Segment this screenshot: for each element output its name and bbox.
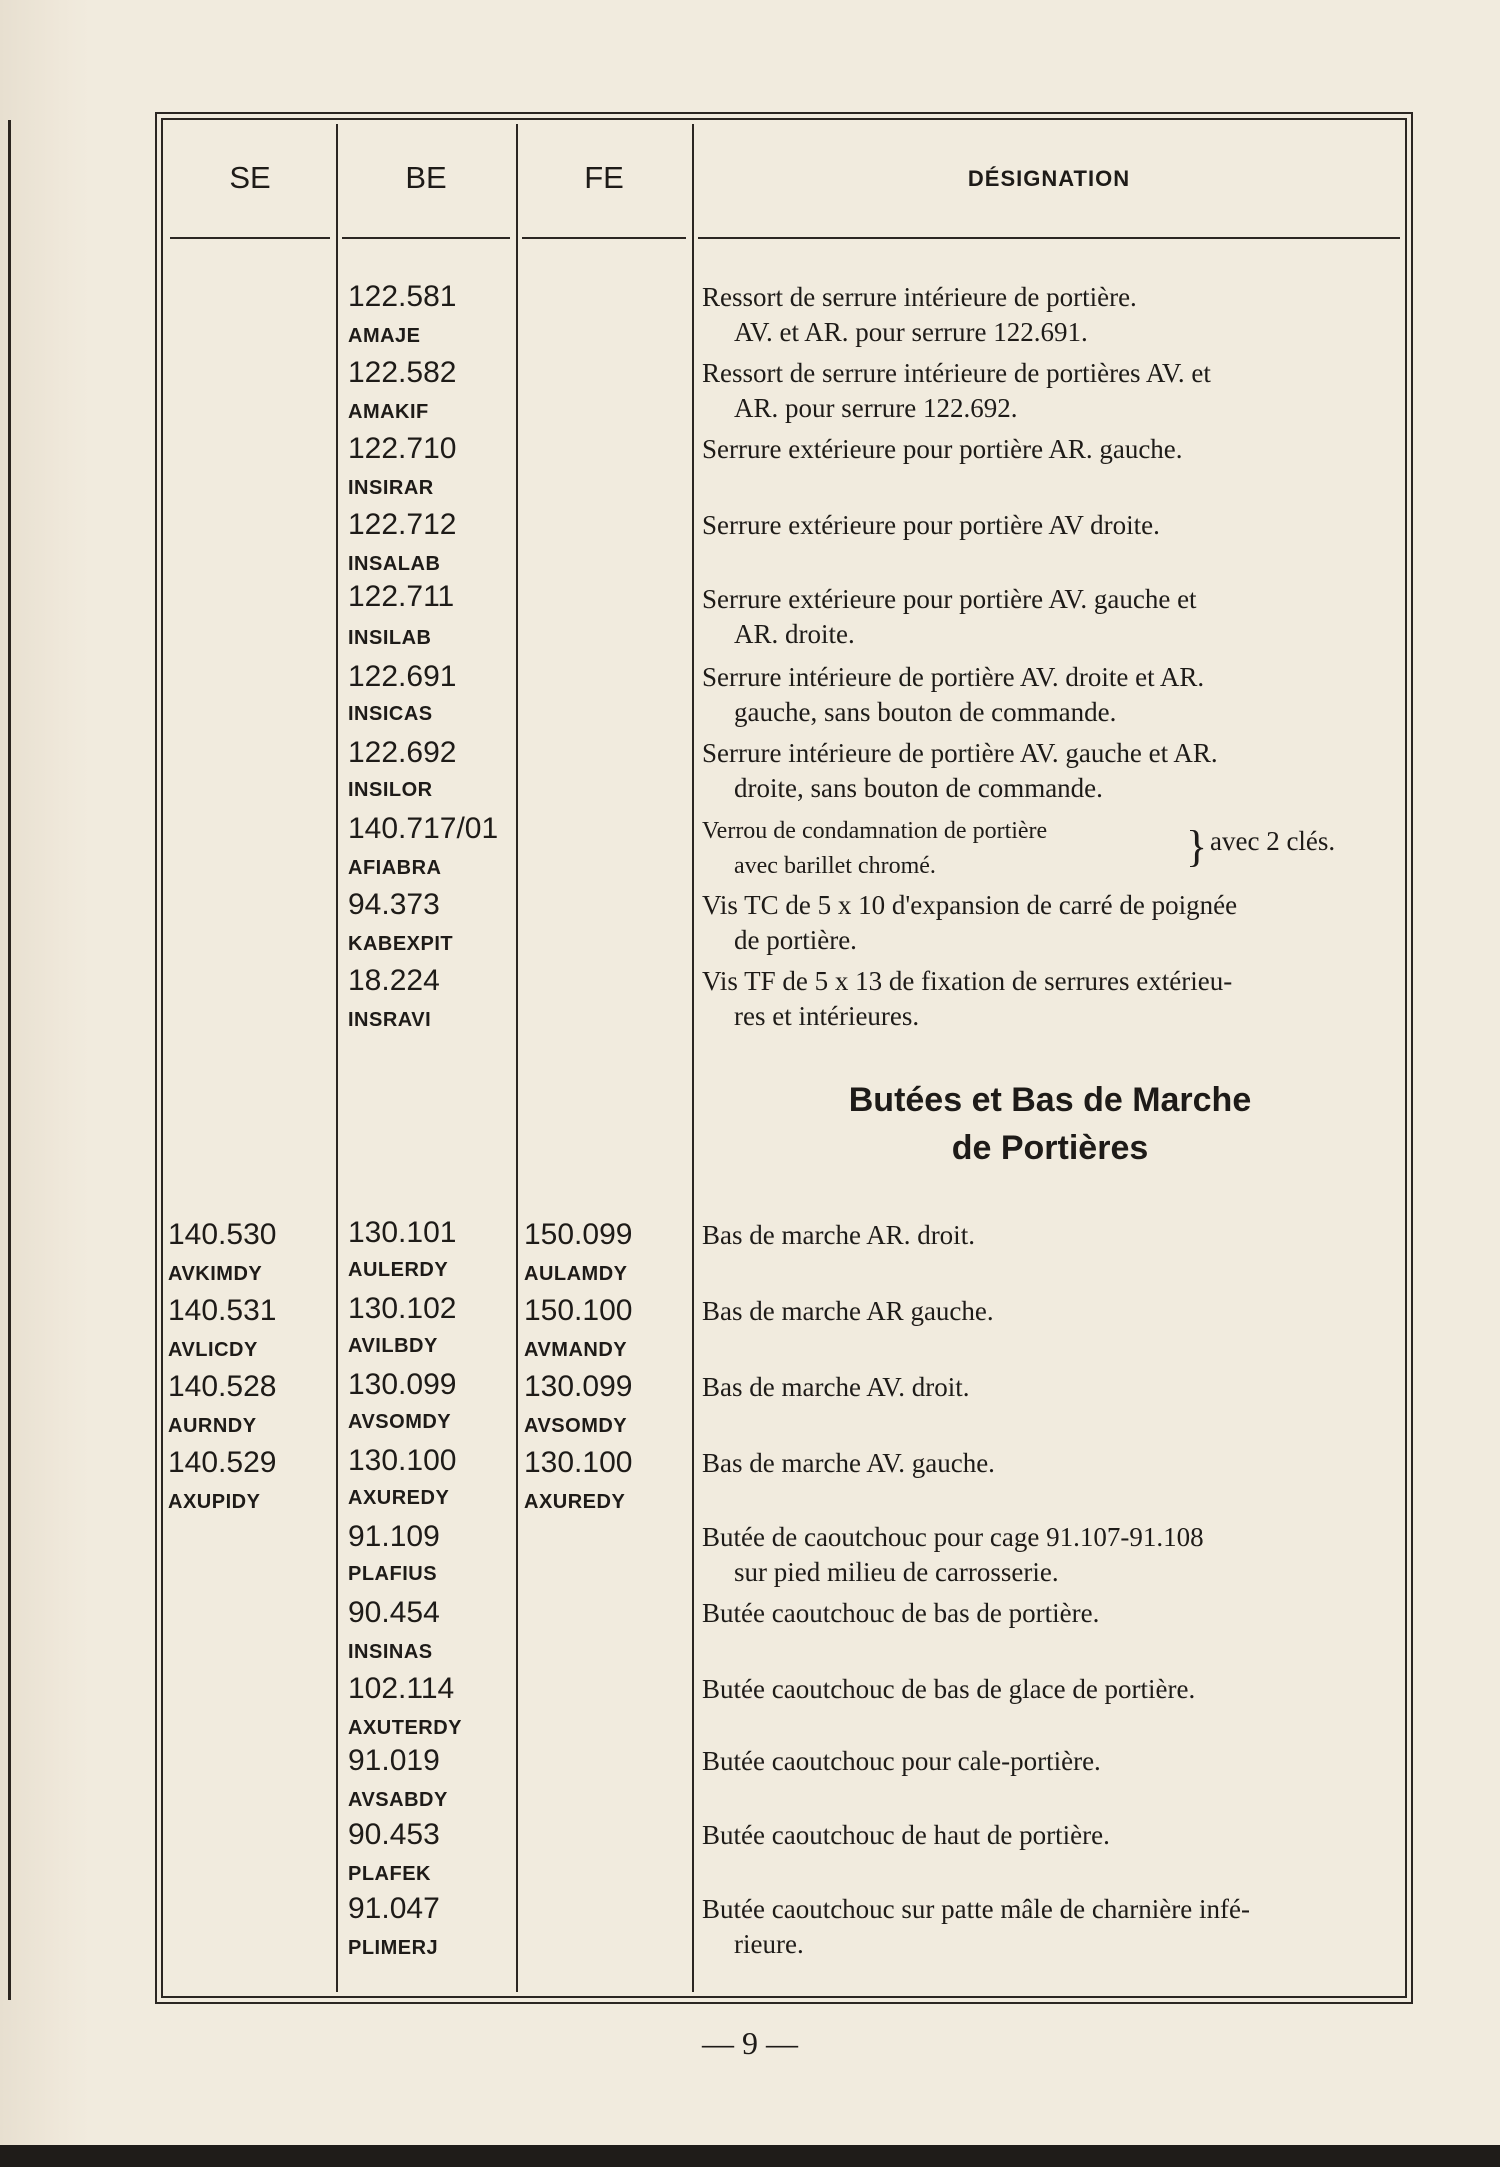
header-rule-se [170,237,330,239]
column-divider-se-be [336,124,338,1992]
se-code: AXUPIDY [168,1491,261,1513]
designation-text: Bas de marche AV. gauche. [702,1448,995,1478]
be-code: AVSABDY [348,1789,448,1811]
be-part-number: 122.581 [348,280,457,313]
designation-text: Butée caoutchouc sur patte mâle de charnière infé- rieure. [702,1894,1250,1959]
brace-glyph: } [1186,822,1208,871]
be-code: PLIMERJ [348,1937,439,1959]
be-part-number: 130.101 [348,1216,457,1249]
be-part-number: 130.102 [348,1292,457,1325]
be-code: INSILOR [348,779,433,801]
be-code: INSRAVI [348,1009,432,1031]
be-code: INSIRAR [348,477,434,499]
designation-text: Butée caoutchouc de bas de portière. [702,1598,1100,1628]
se-part-number: 140.528 [168,1370,277,1403]
scan-bottom-edge [0,2145,1500,2167]
header-rule-fe [522,237,686,239]
fe-part-number: 150.099 [524,1218,633,1251]
designation-text: Bas de marche AR. droit. [702,1220,975,1250]
be-part-number: 102.114 [348,1672,455,1705]
designation-text: Butée caoutchouc de haut de portière. [702,1820,1110,1850]
be-part-number: 91.047 [348,1892,440,1925]
section-title: Butées et Bas de Marche de Portières [848,1081,1252,1167]
designation-text: Ressort de serrure intérieure de portière. AV. et AR. pour serrure 122.691. [702,282,1137,347]
page-gutter [0,0,90,2167]
designation-text: Butée de caoutchouc pour cage 91.107-91.108 sur pied milieu de carrosserie. [702,1522,1204,1587]
be-part-number: 18.224 [348,964,440,997]
designation-text: Vis TF de 5 x 13 de fixation de serrures extérieu- res et intérieures. [702,966,1233,1031]
be-part-number: 122.711 [348,580,455,613]
designation-text: Serrure extérieure pour portière AV droite. [702,510,1160,540]
be-part-number: 130.100 [348,1444,457,1477]
be-part-number: 122.710 [348,432,457,465]
be-part-number: 90.454 [348,1596,440,1629]
designation-text: Butée caoutchouc de bas de glace de portière. [702,1674,1196,1704]
be-code: AFIABRA [348,857,442,879]
designation-text: Bas de marche AV. droit. [702,1372,970,1402]
se-part-number: 140.531 [168,1294,277,1327]
be-code: PLAFIUS [348,1563,438,1585]
fe-part-number: 130.099 [524,1370,633,1403]
be-code: INSINAS [348,1641,433,1663]
be-code: AVILBDY [348,1335,438,1357]
be-code: INSILAB [348,627,432,649]
be-part-number: 122.712 [348,508,457,541]
be-code: INSICAS [348,703,433,725]
se-code: AVLICDY [168,1339,258,1361]
gutter-edge [8,120,11,2000]
be-code: AXUREDY [348,1487,450,1509]
designation-side-text: avec 2 clés. [1210,826,1336,856]
be-part-number: 122.692 [348,736,457,769]
designation-text: Bas de marche AR gauche. [702,1296,994,1326]
designation-text: Vis TC de 5 x 10 d'expansion de carré de poignée de portière. [702,890,1238,955]
fe-code: AVMANDY [524,1339,628,1361]
fe-code: AULAMDY [524,1263,628,1285]
be-code: INSALAB [348,553,441,575]
be-part-number: 90.453 [348,1818,440,1851]
se-code: AURNDY [168,1415,257,1437]
header-designation: DÉSIGNATION [967,166,1131,191]
fe-code: AVSOMDY [524,1415,628,1437]
page-number: — 9 — [702,2025,798,2061]
fe-part-number: 130.100 [524,1446,633,1479]
be-code: KABEXPIT [348,933,454,955]
be-code: AULERDY [348,1259,449,1281]
header-se: SE [229,160,271,195]
be-part-number: 91.109 [348,1520,440,1553]
be-code: AMAJE [348,325,421,347]
fe-code: AXUREDY [524,1491,626,1513]
be-code: AVSOMDY [348,1411,452,1433]
se-part-number: 140.529 [168,1446,277,1479]
column-divider-be-fe [516,124,518,1992]
fe-part-number: 150.100 [524,1294,633,1327]
designation-text: Butée caoutchouc pour cale-portière. [702,1746,1101,1776]
be-part-number: 140.717/01 [348,812,499,845]
be-code: PLAFEK [348,1863,431,1885]
header-rule-designation [698,237,1400,239]
be-code: AXUTERDY [348,1717,463,1739]
designation-text: Ressort de serrure intérieure de portières AV. et AR. pour serrure 122.692. [702,358,1211,423]
be-part-number: 130.099 [348,1368,457,1401]
se-code: AVKIMDY [168,1263,263,1285]
be-part-number: 94.373 [348,888,440,921]
designation-text: Verrou de condamnation de portière avec barillet chromé. [702,818,1048,879]
designation-text: Serrure intérieure de portière AV. gauche et AR. droite, sans bouton de commande. [702,738,1218,803]
be-part-number: 91.019 [348,1744,440,1777]
be-part-number: 122.582 [348,356,457,389]
column-divider-fe-designation [692,124,694,1992]
designation-text: Serrure extérieure pour portière AR. gauche. [702,434,1183,464]
se-part-number: 140.530 [168,1218,277,1251]
header-be: BE [405,160,447,195]
be-code: AMAKIF [348,401,429,423]
header-rule-be [342,237,510,239]
designation-text: Serrure extérieure pour portière AV. gauche et AR. droite. [702,584,1197,649]
header-fe: FE [584,160,624,195]
designation-text: Serrure intérieure de portière AV. droite et AR. gauche, sans bouton de commande. [702,662,1205,727]
be-part-number: 122.691 [348,660,457,693]
